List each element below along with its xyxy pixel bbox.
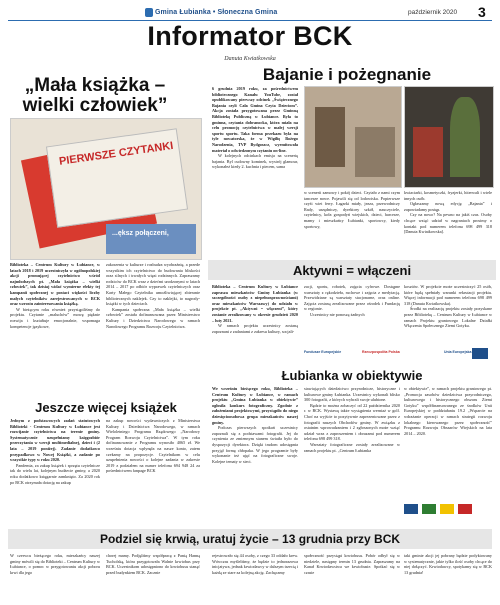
prow-logo-icon <box>458 504 472 514</box>
bajanie-col3c: Czy na nowo? Na pewno na jakiś czas. Osoby chcące wziąć udział w nagraniach prosimy o kontakt pod numerem telefonu 698 499 318 [Danuta Kwiatkowska]. <box>404 212 492 235</box>
furniture-shape <box>355 127 395 177</box>
jeszcze-title: Jeszcze więcej książek <box>35 400 177 415</box>
fundusze-logo: Fundusze Europejskie <box>304 350 342 354</box>
photo-label: PIERWSZE CZYTANKI <box>58 139 175 168</box>
lubianka-lead: We wrześniu bieżącego roku, Biblioteka – Centrum Kultury w Łubiance, w ramach projektu „Gmina Łubianka w obiektywie” ogłosiła konkurs fotograficzny. Zgodnie z założeniami projektowymi, przystąpiło do niego dziesięcioosobowa grupa mieszkańców naszej gminy. <box>212 386 298 425</box>
bajanie-lead: 6 grudnia 2019 roku, za pośrednictwem bibliotecznego Kanału YouTube, został opublikowany pierwszy odcinek „Świątecznego Bajania czyli Cała Gmina Czyta Dzieciom”. Akcja została przygotowana przez Gminną Bibliotekę Publiczną w Łubiance. Była to gminna, czytania dobranocka, która miała na celu promocję czytelnictwa w małej wersji sportu sportu. Taka forma przekazu była na tyle nowatorska, że w Wigilię Bożego Narodzenia, TVP Bydgoszcz, wyemitowała materiał o odwiedzonym czytaniu on-line. <box>212 86 298 153</box>
aktywni-col2-text: zacji, sportu, robotek, zajęcia cyfrowe. Dostępne warsztaty z rękodzieła, ruchowe i zajęcia z medytacją. Przewidziane są warsztaty stacjonarne, oraz online. Zajęcia zostaną zrealizowane przez ośrodek i Fundację w regionie. <box>304 284 400 312</box>
book-cover-white <box>46 128 188 228</box>
bottom-title: Podziel się krwią, uratuj życie – 13 grudnia przy BCK <box>99 532 401 546</box>
bajanie-photo-1 <box>304 86 402 188</box>
lubianka-title: Łubianka w obiektywie <box>281 368 423 383</box>
book-cover-blue <box>106 224 196 254</box>
bajanie-col2-text: w scenerii zamowy i pokój dzieci. Czytało z nami czym tancerze nowe. Pojawili się od lodowiska. Popierwsze czyśt wiet ferry. Łagarki miały, jezza, przewodniczy Rady, urzędniczy, dyrektory szkół, nauczyciele, czytelnicy, koła gospodyń wiejskich, dzieci, harcerze, mamy i mieszkańcy Łubianki, sportowcy, kiedy sportowy, <box>304 190 400 229</box>
bottom-col4 <box>304 553 400 603</box>
bajanie-col1 <box>212 86 298 254</box>
bottom-col5-text: taki gminie akcji jej pobrany będzie podyktowany w systematycznie, jakie tylko ilość osoby chcące do niej dołączyć. Krwiodawcy, spotykamy się w BCK 13 grudnia! <box>404 553 492 575</box>
lubianka-col1b: Podczas pierwszych spotkań uczestnicy zapoznali się z podstawami fotografii. Jej do czynienia ze zmiennym stanem światła było do dyspozycji dyrektora. Dzięki trudom udostępnia przyjął formę chłopaka. W jego programie były wykonanie też ujęć na fotograficzne swoje. Kolejne tematy w sieci. <box>212 425 298 464</box>
bajanie-photo-2 <box>404 86 494 188</box>
bajanie-title: Bajanie i pożegnanie <box>262 65 432 84</box>
header-date: październik 2020 <box>408 9 458 16</box>
left-text-col1 <box>10 262 100 396</box>
bottom-col1-text: W czerwcu bieżącego roku, mieszkańcy naszej gminy mówili się do Biblioteki – Centrum Kultury w Łubiance, o pomoc w przygotowaniu akcji poboru krwi dla jego <box>10 553 100 575</box>
jeszcze-col2-text: na zakup nowości wydawniczych z Ministerstwa Kultury i Dziedzictwa Narodowego, w ramach Wieloletniego Programu Rządowego „Narodowy Program Rozwoju Czytelnictwa”. W tym roku dofinansowanie z Programu wynosiło 4065 zł. We wrześniu dotacja wpłynęła na nasze konto, zatem czekamy na propozycje. Czytelnikom w celu uzupełnienia nowości o kolejne zadania w zakresie 2019 z podziałem na numer telefonu 694 948 24 za pośrednictwem fanpage BCK <box>106 418 200 474</box>
left-body2: W bieżącym roku również przystąpiliśmy do projektu. Czytanie „maluchów” mowę pięknie rozwija i kształtuje emocjonalnie, wspomaga kompetencje językowe, <box>10 306 100 329</box>
main-title: Informator BCK <box>147 21 353 51</box>
rzeczpospolita-logo: Rzeczpospolita Polska <box>362 350 400 354</box>
leader-logo-icon <box>422 504 436 514</box>
left-title-line1: „Mała książka – <box>24 75 166 96</box>
lubianka-col2c: Warsztaty fotograficzne zostały zrealizowane w ramach projektu pt. „Centrum Łubianka <box>304 441 400 453</box>
bajanie-col3 <box>404 190 492 256</box>
photo-label-2: ...ększ połączeni, <box>112 230 169 237</box>
bajanie-col3b: Ogłaszamy nową edycję „Bajania” i zapowiadamy postęp. <box>404 201 492 212</box>
lubianka-col2b: Będzie to można zobaczyć od 22 października 2020 r. w BCK. Wystawę także wystąpienia werniaż w golf. Choć na wyjście to pozytywnie zaprezentowane przez z fotografii naszych Obchodów gminy. W związku z ostatnim wprowadzaniem i 2 zgłoszonych może wziąć udział wraz z zaproszeniem i obrazami pod numerem telefonu 698 499 318. <box>304 402 400 442</box>
left-article-title <box>10 76 180 116</box>
bottom-col5 <box>404 553 492 603</box>
lubianka-col2 <box>304 386 400 526</box>
figure-shape <box>315 107 345 167</box>
jeszcze-col1b: Pandemia, za zakup książek i sprzętu czytelnicze tak do wielu lat, kolejnym budżecie gminy, a 2020 roku dodatkowo księgarnie zamknięto. Za 2020 rok po BCK otrzymała dotację na zakup <box>10 462 100 485</box>
jeszcze-col1 <box>10 418 100 526</box>
aktywni-col3-text: kosztów. W projekcie może uczestniczyć 25 osób, które będą spełniały warunki rekrutacji projektu. Więcej informacji pod numerem telefonu 698 499 318 (Danuta Kwiatkowska). <box>404 284 492 306</box>
chair-shape <box>413 127 443 177</box>
left-body4: Kampania społeczna „Mała książka – wielki człowiek” została dofinansowana przez Ministerstwo Kultury i Dziedzictwa Narodowego w ramach Narodowego Programu Rozwoju Czytelnictwa. <box>106 306 200 329</box>
left-title-line2: wielki człowiek” <box>22 95 168 116</box>
bottom-col3-text: rejestrowało się 44 osoby, z czego 33 oddało krew. Wówczas myśleliśmy, że będzie to jednorazowa inicjatywa, jednak krwiodawcy w dalszym trzecią i każdą ze stare za kolejną akcję. Zachęcamy <box>212 553 298 575</box>
jeszcze-lead: Jednym z podstawowych zadań statutowych Biblioteki - Centrum Kultury w Łubiance jest rozwijanie czytelnictwa na terenie gminy. Systematycznie uzupełniamy księgozbiór przeczytania w wersji multimedialnej, dzieci i (2 lata – 2019 poniżej). Zadanie dodatkowo przypadkowo w Nowej Książki, a zadanie po wszystkie typy w roku 2020. <box>10 418 100 463</box>
aktywni-col1b: W ramach projektu uczestnicy zostaną zapoznani z zadaniami z zakresu kultury, socjali- <box>212 323 298 334</box>
eu-flag-icon-2 <box>404 504 418 514</box>
lgd-logo-icon <box>440 504 454 514</box>
jeszcze-col2 <box>106 418 200 526</box>
left-lead: Biblioteka – Centrum Kultury w Łubiance, w latach 2018 i 2019 uczestniczyła w ogólnopolskiej akcji promującej czytelnictwo wśród najmłodszych pt. „Mała książka – wielki człowiek”, tak dzisiaj widać wymierne efekty tej kampanii społecznej w postaci więkości liczby małych czytelników zarejestrowanych w BCK oraz wzrostu zainteresowania książką. <box>10 262 100 307</box>
ue-logo: Unia Europejska <box>444 350 472 354</box>
eu-logos-row <box>304 348 494 364</box>
aktywni-col2b: Uczestnicy nie ponoszą żadnych <box>310 311 365 317</box>
bajanie-col2 <box>304 190 400 256</box>
books-photo <box>10 118 202 260</box>
bajanie-col3-text: kwiaciarki, kosmetyczki, fryzjerki, hiterwali i wiele innych osób. <box>404 190 492 201</box>
gmina-logo-icon <box>145 8 153 17</box>
lubianka-col2-text: stawiających dziedzictwo przyrodnicze, historyczne i kulturowe gminy Łubianka. Uczestnicy wykonali blisko 300 fotografii, z których wybrali swoje ulubione. <box>304 386 400 403</box>
christmas-tree-shape <box>450 97 480 177</box>
aktywni-col3 <box>404 284 492 344</box>
aktywni-col1 <box>212 284 298 364</box>
lubianka-col3 <box>404 386 492 498</box>
aktywni-lead: Biblioteka – Centrum Kultury w Łubiance zaprasza mieszkańców Gminy Łubianka (w szczególności osoby z niepełnosprawnościami) oraz mieszkańców Warszawy) do udziału w projekcie pt. „Aktywni = włączeni”, który zostanie zrealizowany w okresie grudzień 2020 – luty 2021. <box>212 284 298 323</box>
aktywni-title: Aktywni = włączeni <box>292 263 412 278</box>
lubianka-col3-text: w obiektywie”, w ramach projektu grantowego pt. „Promocja zasobów dziedzictwa przyrodniczego, kulturowego i historycznego obszaru Ziemi Gotyku” współfinansowanego ze środków Unii Europejskiej w poddziałaniu 19.2 „Wsparcie na wdrażanie operacji w ramach strategii rozwoju lokalnego kierowanego przez społeczność” Programu Rozwoju Obszarów Wiejskich na lata 2014 – 2020. <box>404 386 492 436</box>
bottom-col1 <box>10 553 100 603</box>
lubianka-logos <box>404 502 492 516</box>
header-brand: Gmina Łubianka • Słoneczna Gmina <box>155 9 278 16</box>
byline: Danuta Kwiatkowska <box>224 56 276 62</box>
eu-flag-icon <box>472 348 488 359</box>
bottom-col3 <box>212 553 298 603</box>
bajanie-col1b: W kolejnych odcinkach emisja na scenerię bajania. Byl cudowny kominek, wystrój glamour, wykonałeż kiedy 2. kuchnia i piecem, sama <box>212 153 298 170</box>
aktywni-col3b: Środki na realizację projektu zostały pozyskane przez Bibliotekę – Centrum Kultury w Łubiance w ramach Projektu grantowego Lokalne Działki Włączenia Społecznego Ziemi Gotyku. <box>404 306 492 329</box>
bottom-col2 <box>106 553 200 603</box>
lubianka-col1 <box>212 386 298 526</box>
aktywni-col2 <box>304 284 400 344</box>
page-number: 3 <box>478 4 486 20</box>
left-text-col2 <box>106 262 200 396</box>
left-body3: zakorzenia w kulturze i rozbudza wyobraźnię, a przede wszystkim ich czytelnictwo do budowania bliskości oraz silnych i trwałych więzi rodzinnych. Zapraszamy rodziców do BCK wraz z dziećmi urodzonymi w latach 2014 – 2017 po odbiór wyprawek czytelniczych oraz Karty Małego Czytelnika umożliwiającej zbieranie bibliotecznych naklejek. Czy to naklejki, to nagrody-książki w tych dzieciach. <box>106 262 200 307</box>
bottom-col2-text: chorej mamy. Podjęliśmy współpracę z Panią Hanną Tucholską, która przygotowała Walnie krwiobus przy BCK. Uczestnikom udostępniono do krwiobusu stanąć przed budynkiem BCK. Zacznie <box>106 553 200 575</box>
bottom-col4-text: społeczność przystąpi krwiobusu. Pobór odbył się w niedziele, następny termin 13 grudnia. Zapraszamy na Kanał Krwiodawstwa we krwiobusie. Spotkać się w czasie <box>304 553 400 575</box>
